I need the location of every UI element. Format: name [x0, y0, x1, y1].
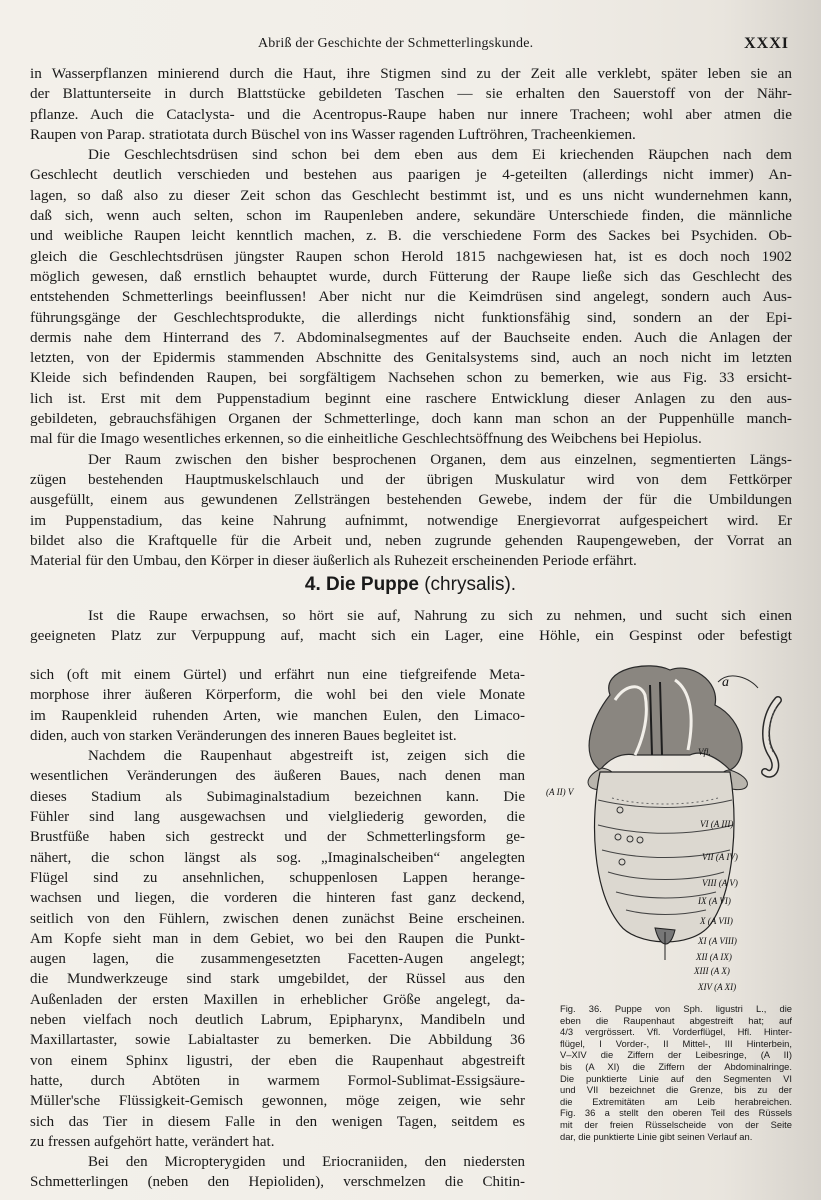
figure-caption: [560, 1003, 792, 1142]
text-line: lich ist. Erst mit dem Puppenstadium beginnt eine raschere Entwicklung dieser Anlagen zu den aus-: [30, 389, 792, 407]
caption-line: Fig. 36. Puppe von Sph. ligustri L., die: [560, 1003, 792, 1014]
text-line: pflanze. Auch die Cataclysta- und die Acentropus-Raupe haben nur innere Tracheen; wohl aber atmen die: [30, 105, 792, 123]
text-line: seitlich von den Fühlern, zwischen denen zunächst Beine erscheinen.: [30, 910, 525, 927]
caption-line: die Extremitäten am Leib herabreichen.: [560, 1095, 792, 1107]
header-title: Abriß der Geschichte der Schmetterlingskunde.: [258, 36, 534, 51]
section-heading: [0, 574, 821, 596]
page-number: XXXI: [744, 35, 789, 52]
text-line: führungsgänge der Geschlechtsprodukte, die allerdings nicht funktionsfähig sind, sondern an der Epi-: [30, 308, 792, 326]
figure-label-vfl: Vfl.: [698, 747, 711, 757]
caption-line: mit der freien Rüsselscheide von der Seite: [560, 1118, 792, 1130]
figure-label-s12: XII (A IX): [696, 952, 732, 962]
figure-label-s11: XI (A VIII): [698, 936, 737, 946]
caption-line: Die punktierte Linie auf den Segmenten VI: [560, 1072, 792, 1084]
text-line: Raupen von Parap. stratiotata durch Büschel von ins Wasser ragenden Luftröhren, Tracheenkiemen.: [30, 125, 636, 143]
text-line: dieses Stadium als Subimaginalstadium bezeichnen kann. Die: [30, 788, 525, 805]
text-line: Material für den Umbau, den Körper in dieser äußerlich als Ruhezeit erscheinenden Periode erfährt.: [30, 552, 637, 570]
text-line: Nachdem die Raupenhaut abgestreift ist, zeigen sich die: [88, 748, 525, 765]
text-line: mal für die Imago wesentliches erkennen, so die einheitliche Geschlechtsöffnung des Weibchens bei Hepiolus.: [30, 430, 702, 448]
text-line: Geschlecht deutlich verschieden und bestehen aus paarigen je 4-geteilten (allerdings nicht immer) An-: [30, 166, 792, 184]
figure-label-s6: VI (A III): [700, 819, 734, 829]
text-line: daß sich, wenn auch selten, schon im Raupenleben andere, sekundäre Unterschiede finden, die männliche: [30, 207, 792, 225]
section-subtitle: (chrysalis).: [424, 574, 517, 595]
caption-line: 4/3 vergrössert. Vfl. Vorderflügel, Hfl. Hinter-: [560, 1026, 792, 1038]
text-line: Fühler sind lang ausgewachsen und vielgliederig geworden, die: [30, 809, 525, 826]
text-line: Schmetterlingen (neben den Hepioliden), verschmelzen die Chitin-: [30, 1174, 525, 1191]
text-line: möglich gewesen, daß ernstlich behauptet wurde, durch Fütterung der Raupe ließe sich das Geschlecht des: [30, 267, 792, 285]
text-line: Maxillartaster, sowie Labialtaster zu bemerken. Die Abbildung 36: [30, 1032, 525, 1049]
caption-line: und VII bezeichnet die Grenze, bis zu der: [560, 1084, 792, 1096]
text-line: im Raupenkleid ruhenden Arten, wie manchen Eulen, den Limaco-: [30, 707, 525, 724]
text-line: Außenladen der ersten Maxillen in erheblicher Größe angelegt, da-: [30, 991, 525, 1008]
text-line: ausgefüllt, einem aus gewundenen Zellsträngen bestehenden Gewebe, indem der für die Umbildungen: [30, 491, 792, 509]
text-line: entstehenden Schmetterlings beeinflussen! Aber nicht nur die Keimdrüsen sind angelegt, sondern auch Aus-: [30, 288, 792, 306]
caption-line: V–XIV die Ziffern der Leibesringe, (A II): [560, 1049, 792, 1061]
pupa-illustration: [540, 660, 802, 995]
text-line: gleich die Geschlechtsdrüsen jüngster Raupen schon Herold 1815 nachgewiesen hat, ist es doch noch 1902: [30, 247, 792, 265]
pupa-abdomen: [595, 772, 734, 960]
figure-label-s8: VIII (A V): [702, 878, 738, 888]
text-line: Die Geschlechtsdrüsen sind schon bei dem eben aus dem Ei kriechenden Räupchen nach dem: [88, 146, 792, 164]
text-line: zügen bestehenden Hauptmuskelschlauch und der übrigen Muskulatur wird von dem Fettkörper: [30, 470, 792, 488]
figure-label-s13: XIII (A X): [694, 966, 730, 976]
text-line: wachsen und liegen, die vorderen die hinteren fast ganz deckend,: [30, 890, 525, 907]
text-line: Brustfüße haben sich gestreckt und der Schmetterlingsform ge-: [30, 829, 525, 846]
text-line: im Puppenstadium, das keine Nahrung aufnimmt, notwendige Energievorrat aufgespeichert wird. Er: [30, 511, 792, 529]
text-line: in Wasserpflanzen minierend durch die Haut, ihre Stigmen sind zu der Zeit alle verklebt, später leben sie an: [30, 65, 792, 82]
text-line: wesentlichen Veränderungen des äußeren Baues, nach denen man: [30, 768, 525, 785]
text-line: diden, auch von starken Veränderungen des inneren Baues begleitet ist.: [30, 727, 457, 744]
text-line: Am Kopfe sieht man in dem Gebiet, wo bei den Raupen die Punkt-: [30, 930, 525, 947]
text-line: geeigneten Platz zur Verpuppung auf, macht sich ein Lager, eine Höhle, ein Gespinst oder befestigt: [30, 627, 792, 645]
caption-line: Fig. 36 a stellt den oberen Teil des Rüssels: [560, 1107, 792, 1119]
caption-line: flügel, I Vorder-, II Mittel-, III Hinterbein,: [560, 1037, 792, 1049]
text-line: letzten, von der Epidermis stammenden Abschnitte des Genitalsystems sind, auch an noch nicht im letzten: [30, 349, 792, 367]
figure-label-s10: X (A VII): [700, 916, 733, 926]
text-line: Ist die Raupe erwachsen, so hört sie auf, Nahrung zu sich zu nehmen, und sucht sich einen: [88, 607, 792, 624]
text-line: nähert, die schon längst als sog. „Imaginalscheiben“ angelegten: [30, 849, 525, 866]
text-line: sich das Tier in diesem Falle in den wenigen Tagen, seitdem es: [30, 1113, 525, 1130]
text-line: lagen, so daß also zu dieser Zeit schon das Geschlecht bestimmt ist, und es uns nicht wundernehmen kann,: [30, 186, 792, 204]
caption-line: bis (A XI) die Ziffern der Abdominalringe.: [560, 1060, 792, 1072]
text-line: gebildeten, gebrauchsfähigen Organen der Schmetterlinge, doch kann man schon an der Puppenhülle manch-: [30, 410, 792, 428]
text-line: dermis nahe dem Hinterrand des 7. Abdominalsegmentes auf der Bauchseite enden. Auch die Anlagen der: [30, 328, 792, 346]
text-line: hatte, durch Abtöten in warmem Formol-Sublimat-Essigsäure-: [30, 1072, 525, 1089]
text-line: die Mundwerkzeuge sind stark umgebildet, der Rüssel aus den: [30, 971, 525, 988]
text-line: von einem Sphinx ligustri, der eben die Raupenhaut abgestreift: [30, 1052, 525, 1069]
caption-line: eben die Raupenhaut abgestreift hat; auf: [560, 1014, 792, 1026]
paragraph-full-width: [30, 606, 792, 647]
section-title: 4. Die Puppe: [304, 574, 419, 595]
figure-label-s14: XIV (A XI): [698, 982, 737, 992]
text-line: augen lagen, die zusammengesetzten Facetten-Augen angelegt;: [30, 951, 525, 968]
figure-label-s9: IX (A VI): [698, 896, 731, 906]
text-line: Der Raum zwischen den bisher besprochenen Organen, dem aus einzelnen, segmentierten Längs-: [88, 450, 792, 468]
figure-label-seg-left: (A II) V: [546, 787, 574, 797]
text-line: neben vielfach noch deutlich Labrum, Epipharynx, Mandibeln und: [30, 1012, 525, 1029]
text-line: der Blattunterseite in durch Blattstücke gebildeten Taschen — sie erhalten den Sauerstoff von der Nähr-: [30, 85, 792, 103]
text-line: Kleide sich befindenden Raupen, bei sorgfältigem Nachsehen schon zu bemerken, wie aus Fig. 33 ersicht-: [30, 369, 792, 387]
text-line: Müller'sche Flüssigkeit-Gemisch gewonnen, möge zeigen, wie sehr: [30, 1093, 525, 1110]
text-line: zu fressen aufgehört hatte, verändert hat.: [30, 1133, 275, 1150]
text-line: und weibliche Raupen leicht kenntlich machen, z. B. die verschiedene Form des Sackes bei Psychiden. Ob-: [30, 227, 792, 245]
paragraphs-top: [30, 64, 792, 571]
text-line: sich (oft mit einem Gürtel) und erfährt nun eine tiefgreifende Meta-: [30, 667, 525, 683]
text-line: Flügel sind zu ansehnlichen, schuppenlosen Lappen herange-: [30, 869, 525, 886]
figure-label-a: a: [722, 675, 729, 690]
paragraph-narrow-column: [30, 665, 525, 1193]
running-header: [30, 36, 791, 56]
text-line: Bei den Micropterygiden und Eriocraniiden, den niedersten: [88, 1154, 525, 1171]
text-line: morphose ihrer äußeren Körperform, die wohl bei den viele Monate: [30, 687, 525, 704]
text-line: bildet also die Kraftquelle für die Arbeit und, neben zugrunde gehenden Raupengeweben, der Vorrat an: [30, 531, 792, 549]
figure-label-s7: VII (A IV): [702, 852, 738, 862]
caption-line: dar, die punktierte Linie gibt seinen Verlauf an.: [560, 1130, 753, 1142]
